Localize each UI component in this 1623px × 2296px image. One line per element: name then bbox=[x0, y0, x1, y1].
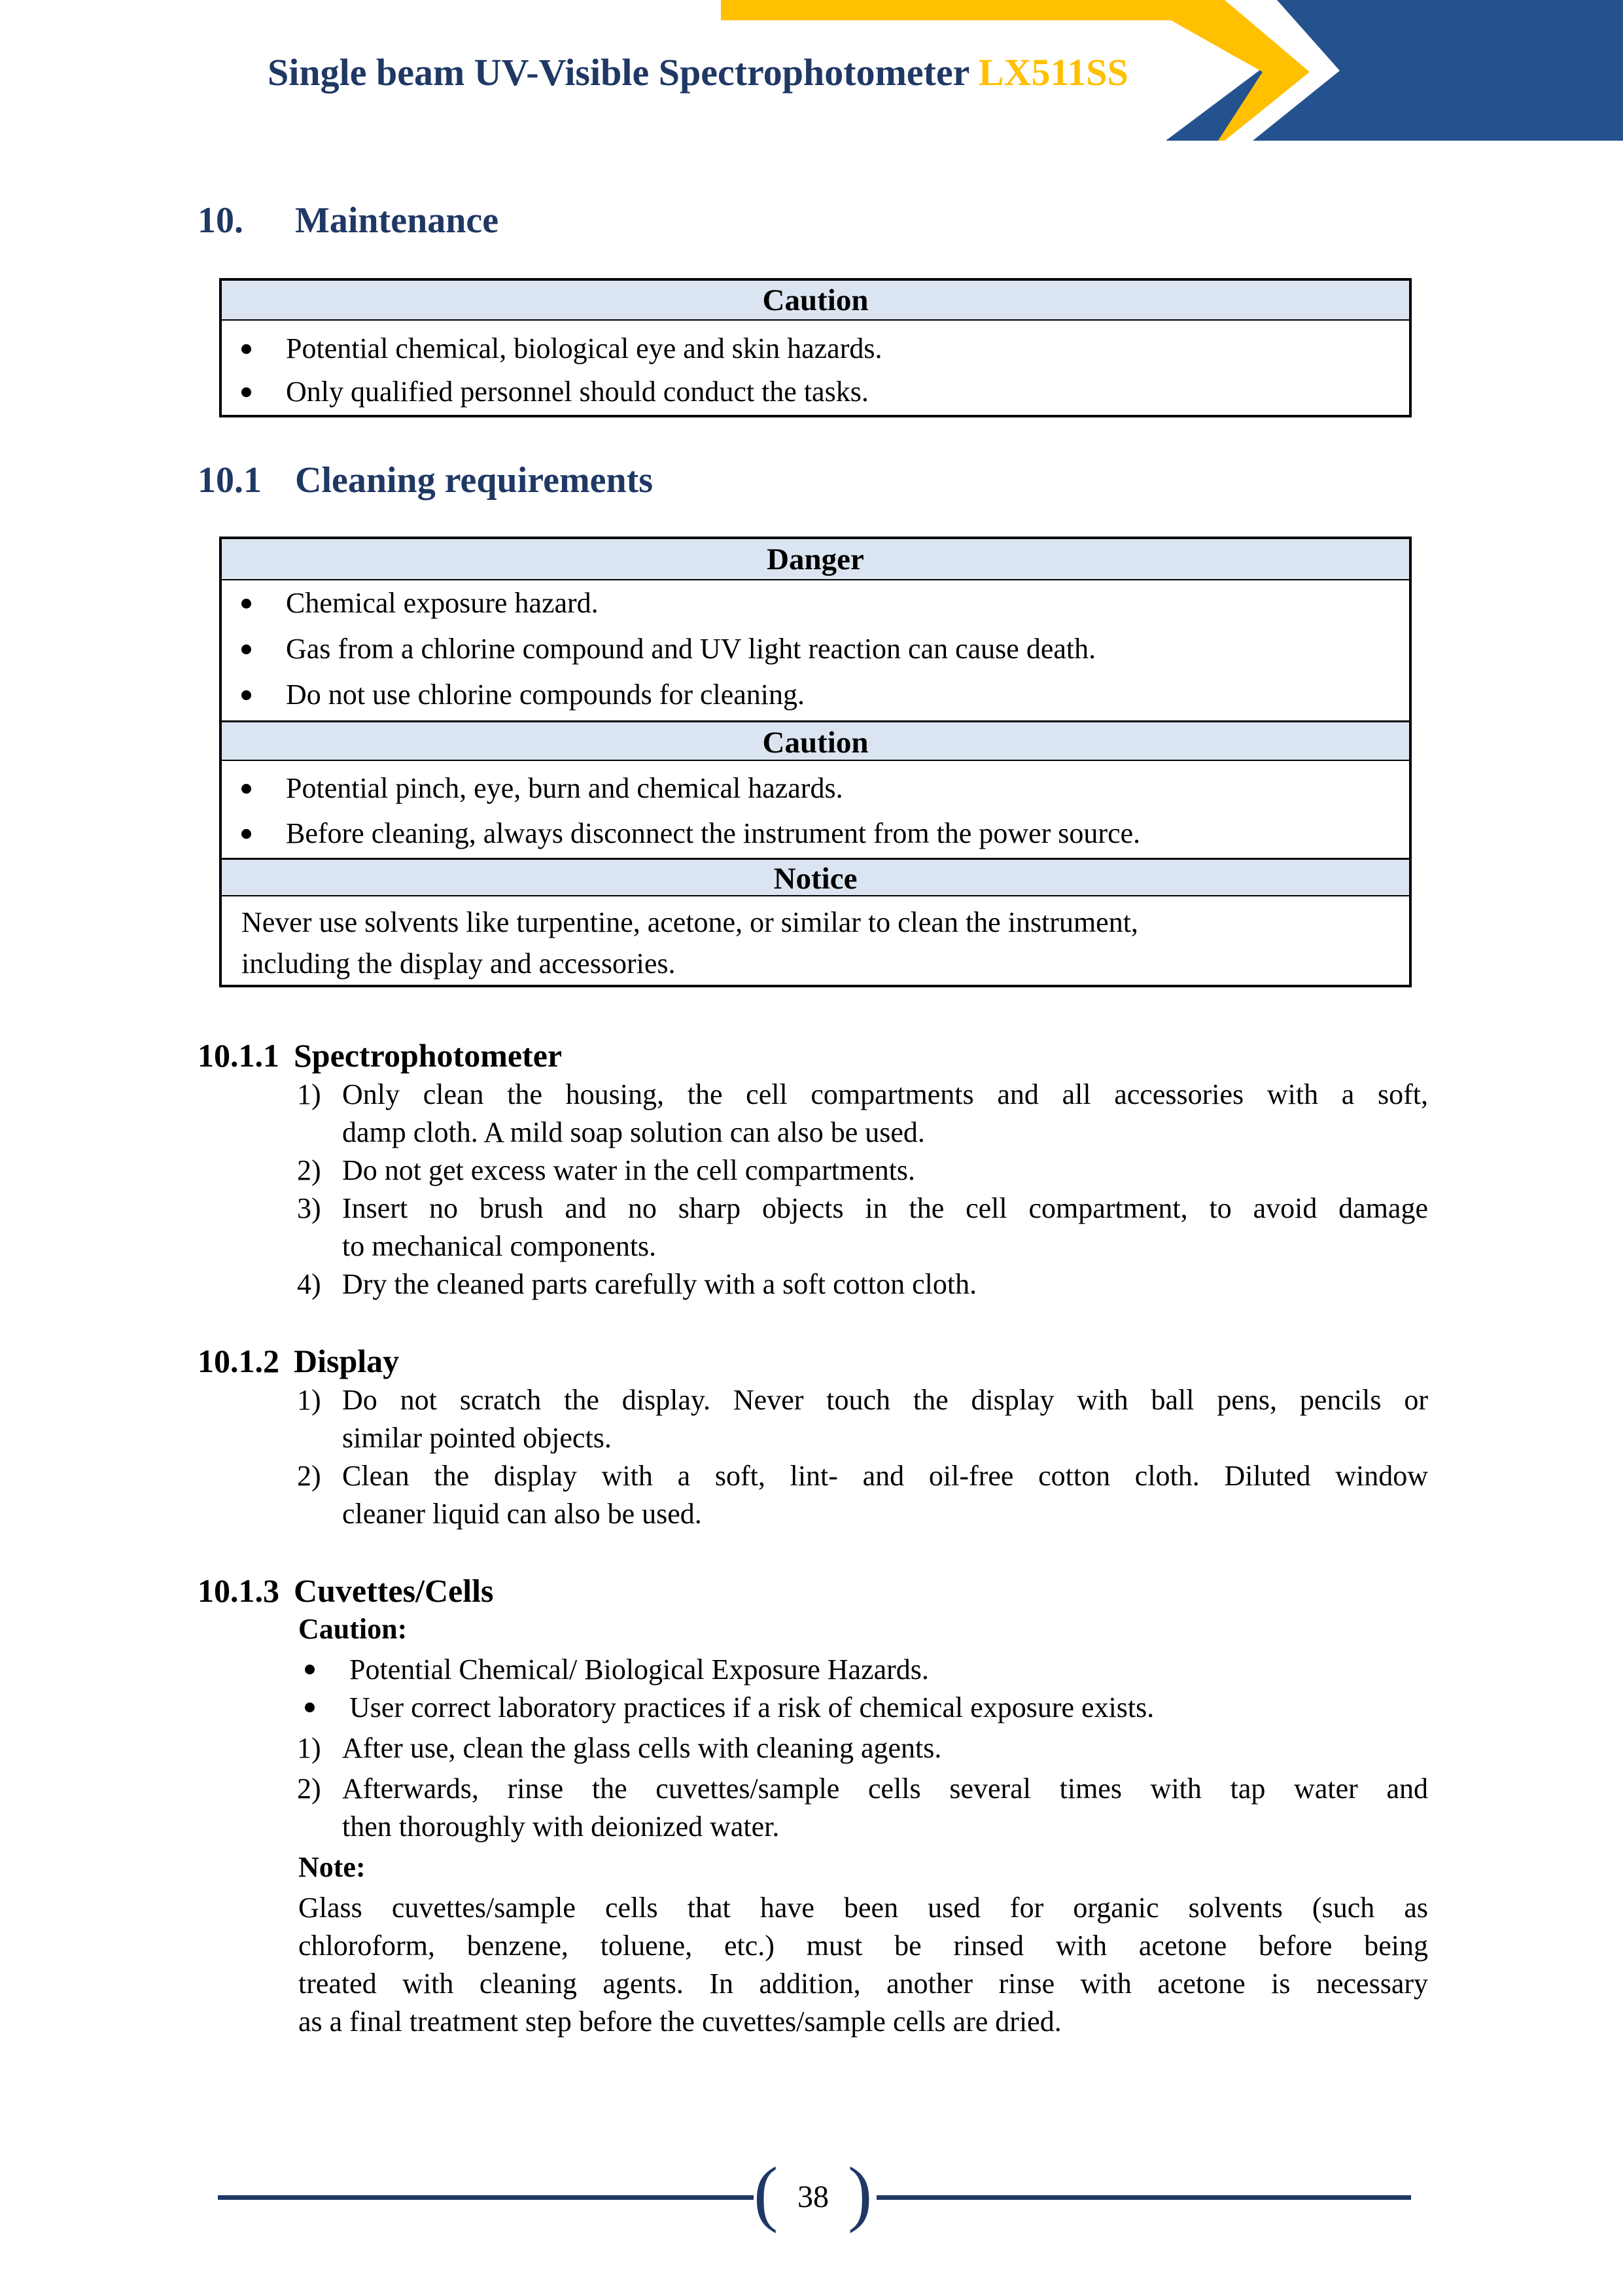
bullet-text: Potential Chemical/ Biological Exposure Hazards. bbox=[349, 1653, 929, 1686]
numbered-item bbox=[198, 1381, 1428, 1457]
footer-paren-close: ) bbox=[848, 2153, 873, 2234]
bullet-text: Potential chemical, biological eye and skin hazards. bbox=[286, 332, 882, 364]
text-line: Never use solvents like turpentine, acetone, or similar to clean the instrument, bbox=[241, 906, 1138, 938]
bullet-item bbox=[222, 766, 1409, 811]
numbered-item bbox=[198, 1152, 1428, 1190]
caution-table-body bbox=[222, 321, 1409, 415]
footer-rule-right bbox=[877, 2195, 1411, 2200]
note-label: Note: bbox=[298, 1851, 366, 1883]
section-heading-10 bbox=[198, 199, 498, 242]
item-number: 1) bbox=[297, 1078, 321, 1110]
heading-label: Maintenance bbox=[295, 200, 499, 241]
bullet-dot bbox=[305, 1665, 315, 1674]
numbered-item bbox=[198, 1076, 1428, 1152]
caution-body bbox=[222, 761, 1409, 858]
page-title bbox=[268, 51, 1128, 94]
bullet-text: Potential pinch, eye, burn and chemical hazards. bbox=[286, 772, 843, 804]
text-line: chloroform, benzene, toluene, etc.) must be rinsed with acetone before being bbox=[298, 1930, 1428, 1962]
text-line: including the display and accessories. bbox=[241, 947, 676, 980]
bullet-dot bbox=[241, 829, 251, 839]
table-header-notice: Notice bbox=[222, 858, 1409, 896]
text-line: to mechanical components. bbox=[342, 1230, 657, 1262]
cuvettes-bullets bbox=[198, 1651, 1428, 1727]
item-number: 4) bbox=[297, 1268, 321, 1300]
table-header-caution-2: Caution bbox=[222, 720, 1409, 761]
spectrophotometer-list bbox=[198, 1076, 1428, 1303]
item-number: 2) bbox=[297, 1154, 321, 1186]
bullet-item bbox=[222, 327, 1409, 370]
heading-number: 10. bbox=[198, 200, 243, 241]
numbered-item bbox=[198, 1770, 1428, 1846]
text-line: Only clean the housing, the cell compartments and all accessories with a soft, bbox=[342, 1078, 1428, 1110]
text-line: After use, clean the glass cells with cleaning agents. bbox=[342, 1732, 942, 1764]
table-header-danger: Danger bbox=[222, 539, 1409, 580]
heading-number: 10.1 bbox=[198, 460, 262, 501]
bullet-dot bbox=[305, 1703, 315, 1712]
numbered-item bbox=[198, 1190, 1428, 1265]
bullet-text: Gas from a chlorine compound and UV light reaction can cause death. bbox=[286, 633, 1096, 665]
text-line: Glass cuvettes/sample cells that have been used for organic solvents (such as bbox=[298, 1892, 1428, 1924]
heading-label: Display bbox=[294, 1343, 400, 1379]
numbered-item bbox=[198, 1265, 1428, 1303]
heading-number: 10.1.3 bbox=[198, 1572, 279, 1609]
bullet-dot bbox=[241, 344, 251, 354]
numbered-item bbox=[198, 1457, 1428, 1533]
heading-label: Cleaning requirements bbox=[295, 460, 654, 501]
cuvettes-block bbox=[198, 1610, 1428, 2041]
item-number: 3) bbox=[297, 1192, 321, 1224]
text-line: Insert no brush and no sharp objects in the cell compartment, to avoid damage bbox=[342, 1192, 1428, 1224]
bullet-item bbox=[198, 1689, 1428, 1727]
note-paragraph bbox=[298, 1889, 1428, 2041]
bullet-dot bbox=[241, 645, 251, 654]
text-line: similar pointed objects. bbox=[342, 1422, 612, 1454]
danger-body bbox=[222, 580, 1409, 720]
bullet-item bbox=[198, 1651, 1428, 1689]
text-line: as a final treatment step before the cuvettes/sample cells are dried. bbox=[298, 2005, 1062, 2038]
heading-number: 10.1.1 bbox=[198, 1037, 279, 1074]
text-line: Do not scratch the display. Never touch the display with ball pens, pencils or bbox=[342, 1384, 1428, 1416]
section-heading-10-1 bbox=[198, 459, 653, 502]
bullet-text: Do not use chlorine compounds for cleaning. bbox=[286, 679, 805, 711]
bullet-dot bbox=[241, 387, 251, 397]
text-line: Clean the display with a soft, lint- and oil-free cotton cloth. Diluted window bbox=[342, 1460, 1428, 1492]
item-number: 1) bbox=[297, 1732, 321, 1764]
page-title-main: Single beam UV-Visible Spectrophotometer bbox=[268, 51, 979, 94]
caution-label: Caution: bbox=[298, 1613, 408, 1645]
bullet-text: Chemical exposure hazard. bbox=[286, 587, 599, 619]
bullet-dot bbox=[241, 690, 251, 700]
page-number: 38 bbox=[797, 2180, 829, 2214]
item-number: 1) bbox=[297, 1384, 321, 1416]
bullet-item bbox=[222, 672, 1409, 718]
heading-label: Spectrophotometer bbox=[294, 1037, 563, 1074]
section-heading-10-1-1 bbox=[198, 1036, 562, 1074]
text-line: Dry the cleaned parts carefully with a soft cotton cloth. bbox=[342, 1268, 977, 1300]
footer-paren-open: ( bbox=[754, 2153, 778, 2234]
bullet-dot bbox=[241, 784, 251, 794]
item-number: 2) bbox=[297, 1460, 321, 1492]
page-title-model: LX511SS bbox=[978, 51, 1128, 94]
danger-caution-notice-table bbox=[219, 537, 1412, 987]
text-line: then thoroughly with deionized water. bbox=[342, 1810, 780, 1843]
section-heading-10-1-2 bbox=[198, 1342, 399, 1380]
notice-body bbox=[222, 896, 1409, 985]
bullet-item bbox=[222, 370, 1409, 414]
bullet-text: User correct laboratory practices if a risk of chemical exposure exists. bbox=[349, 1691, 1155, 1723]
heading-label: Cuvettes/Cells bbox=[294, 1572, 494, 1609]
text-line: damp cloth. A mild soap solution can also be used. bbox=[342, 1116, 925, 1148]
bullet-text: Before cleaning, always disconnect the instrument from the power source. bbox=[286, 817, 1141, 849]
section-heading-10-1-3 bbox=[198, 1572, 494, 1610]
bullet-dot bbox=[241, 599, 251, 609]
bullet-item bbox=[222, 580, 1409, 626]
heading-number: 10.1.2 bbox=[198, 1343, 279, 1379]
text-line: treated with cleaning agents. In addition, another rinse with acetone is necessary bbox=[298, 1968, 1428, 2000]
text-line: Do not get excess water in the cell compartments. bbox=[342, 1154, 916, 1186]
display-list bbox=[198, 1381, 1428, 1533]
caution-table bbox=[219, 278, 1412, 417]
bullet-item bbox=[222, 626, 1409, 672]
item-number: 2) bbox=[297, 1773, 321, 1805]
text-line: Afterwards, rinse the cuvettes/sample cells several times with tap water and bbox=[342, 1773, 1428, 1805]
blue-main-chevron bbox=[1253, 0, 1623, 141]
bullet-text: Only qualified personnel should conduct the tasks. bbox=[286, 376, 869, 408]
numbered-item bbox=[198, 1729, 1428, 1767]
table-header-caution: Caution bbox=[222, 281, 1409, 321]
text-line: cleaner liquid can also be used. bbox=[342, 1498, 702, 1530]
footer-rule-left bbox=[218, 2195, 754, 2200]
bullet-item bbox=[222, 811, 1409, 856]
